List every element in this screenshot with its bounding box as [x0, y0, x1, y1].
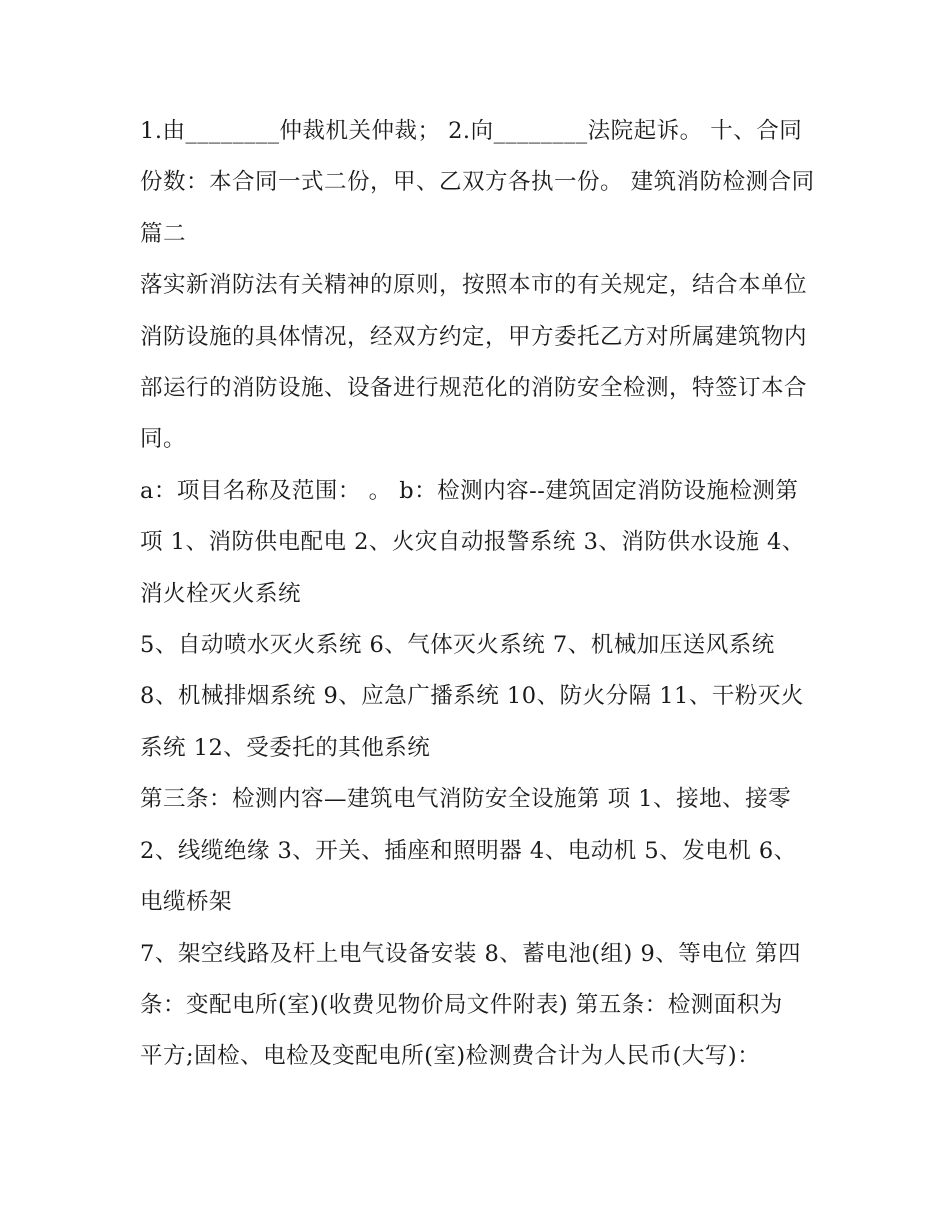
- paragraph-arbitration-and-copies: 1.由________仲裁机关仲裁； 2.向________法院起诉。 十、合同份数：本合同一式二份，甲、乙双方各执一份。 建筑消防检测合同篇二: [140, 118, 815, 247]
- paragraph-contract-purpose: 落实新消防法有关精神的原则，按照本市的有关规定，结合本单位消防设施的具体情况，经双方约定，甲方委托乙方对所属建筑物内部运行的消防设施、设备进行规范化的消防安全检测，特签订本合同。: [140, 272, 808, 453]
- paragraph-article-four-five: 7、架空线路及杆上电气设备安装 8、蓄电池(组) 9、等电位 第四条：变配电所(室)(收费见物价局文件附表) 第五条：检测面积为: [140, 940, 801, 1018]
- document-body: [140, 106, 815, 1083]
- paragraph-article-three: 第三条：检测内容—建筑电气消防安全设施第 项 1、接地、接零 2、线缆绝缘 3、开关、插座和照明器 4、电动机 5、发电机 6、电缆桥架: [140, 786, 797, 916]
- paragraph-inspection-fee: 平方;固检、电检及变配电所(室)检测费合计为人民币(大写)：: [140, 1043, 761, 1070]
- paragraph-fire-systems-list: 5、自动喷水灭火系统 6、气体灭火系统 7、机械加压送风系统 8、机械排烟系统 9、应急广播系统 10、防火分隔 11、干粉灭火系统 12、受委托的其他系统: [140, 632, 804, 761]
- paragraph-fixed-fire-facilities: a：项目名称及范围： 。 b：检测内容--建筑固定消防设施检测第 项 1、消防供电配电 2、火灾自动报警系统 3、消防供水设施 4、消火栓灭火系统: [140, 477, 805, 607]
